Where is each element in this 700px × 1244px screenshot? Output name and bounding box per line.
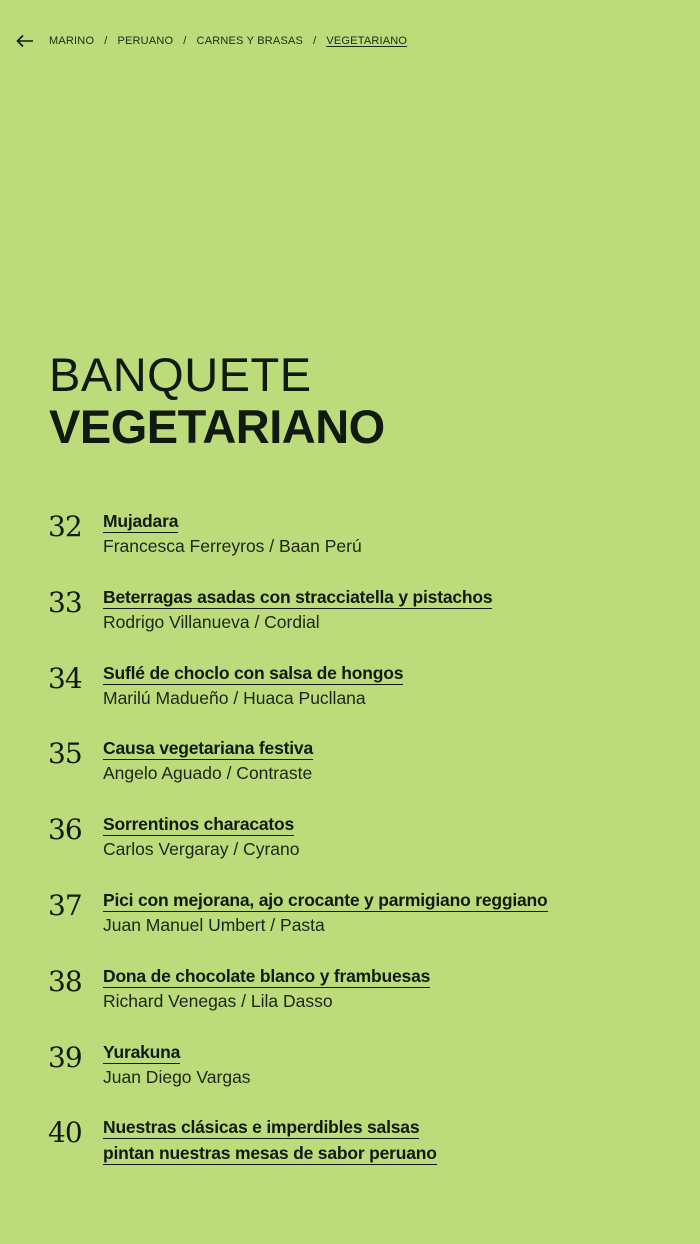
list-item [48,737,668,813]
recipe-number: 39 [48,1040,82,1074]
recipe-link[interactable]: Beterragas asadas con stracciatella y pistachos [103,586,493,607]
recipe-chef: Angelo Aguado / Contraste [103,763,313,784]
recipe-list [48,510,668,1192]
recipe-link[interactable]: Nuestras clásicas e imperdibles salsas [103,1117,420,1138]
breadcrumb-marino[interactable]: MARINO [49,35,95,47]
breadcrumb-separator: / [313,35,317,47]
recipe-link-line2[interactable]: pintan nuestras mesas de sabor peruano [103,1143,437,1164]
breadcrumb-separator: / [104,35,108,47]
breadcrumb [49,35,407,47]
recipe-number: 36 [48,813,82,847]
recipe-number: 40 [48,1116,82,1150]
recipe-number: 38 [48,964,82,998]
recipe-number: 35 [48,737,82,771]
page-title [49,350,385,454]
recipe-chef: Juan Diego Vargas [103,1066,251,1087]
breadcrumb-separator: / [183,35,187,47]
recipe-number: 34 [48,661,82,695]
recipe-chef: Marilú Madueño / Huaca Pucllana [103,687,366,708]
recipe-chef: Juan Manuel Umbert / Pasta [103,914,325,935]
page-title-line2: VEGETARIANO [49,400,385,453]
list-item [48,586,668,662]
list-item [48,662,668,738]
list-item [48,965,668,1041]
recipe-link[interactable]: Dona de chocolate blanco y frambuesas [103,965,431,986]
recipe-number: 32 [48,510,82,543]
list-item [48,510,668,586]
list-item [48,1116,668,1192]
recipe-chef: Francesca Ferreyros / Baan Perú [103,536,362,556]
recipe-chef: Richard Venegas / Lila Dasso [103,990,333,1011]
recipe-chef: Carlos Vergaray / Cyrano [103,839,300,860]
breadcrumb-carnes-y-brasas[interactable]: CARNES Y BRASAS [196,35,304,47]
page-title-line1: BANQUETE [49,348,312,401]
recipe-number: 37 [48,888,82,922]
recipe-link[interactable]: Mujadara [103,511,179,531]
recipe-number: 33 [48,585,82,619]
recipe-link[interactable]: Sorrentinos characatos [103,814,295,835]
list-item [48,1041,668,1117]
recipe-link[interactable]: Yurakuna [103,1041,181,1062]
recipe-link[interactable]: Causa vegetariana festiva [103,738,313,759]
arrow-left-icon[interactable] [16,34,34,48]
recipe-link[interactable]: Pici con mejorana, ajo crocante y parmigiano reggiano [103,889,548,910]
recipe-chef: Rodrigo Villanueva / Cordial [103,611,320,632]
breadcrumb-peruano[interactable]: PERUANO [117,35,174,47]
list-item [48,889,668,965]
breadcrumb-vegetariano[interactable]: VEGETARIANO [326,35,408,47]
recipe-link[interactable]: Suflé de choclo con salsa de hongos [103,662,404,683]
list-item [48,813,668,889]
breadcrumb-nav [16,30,407,52]
